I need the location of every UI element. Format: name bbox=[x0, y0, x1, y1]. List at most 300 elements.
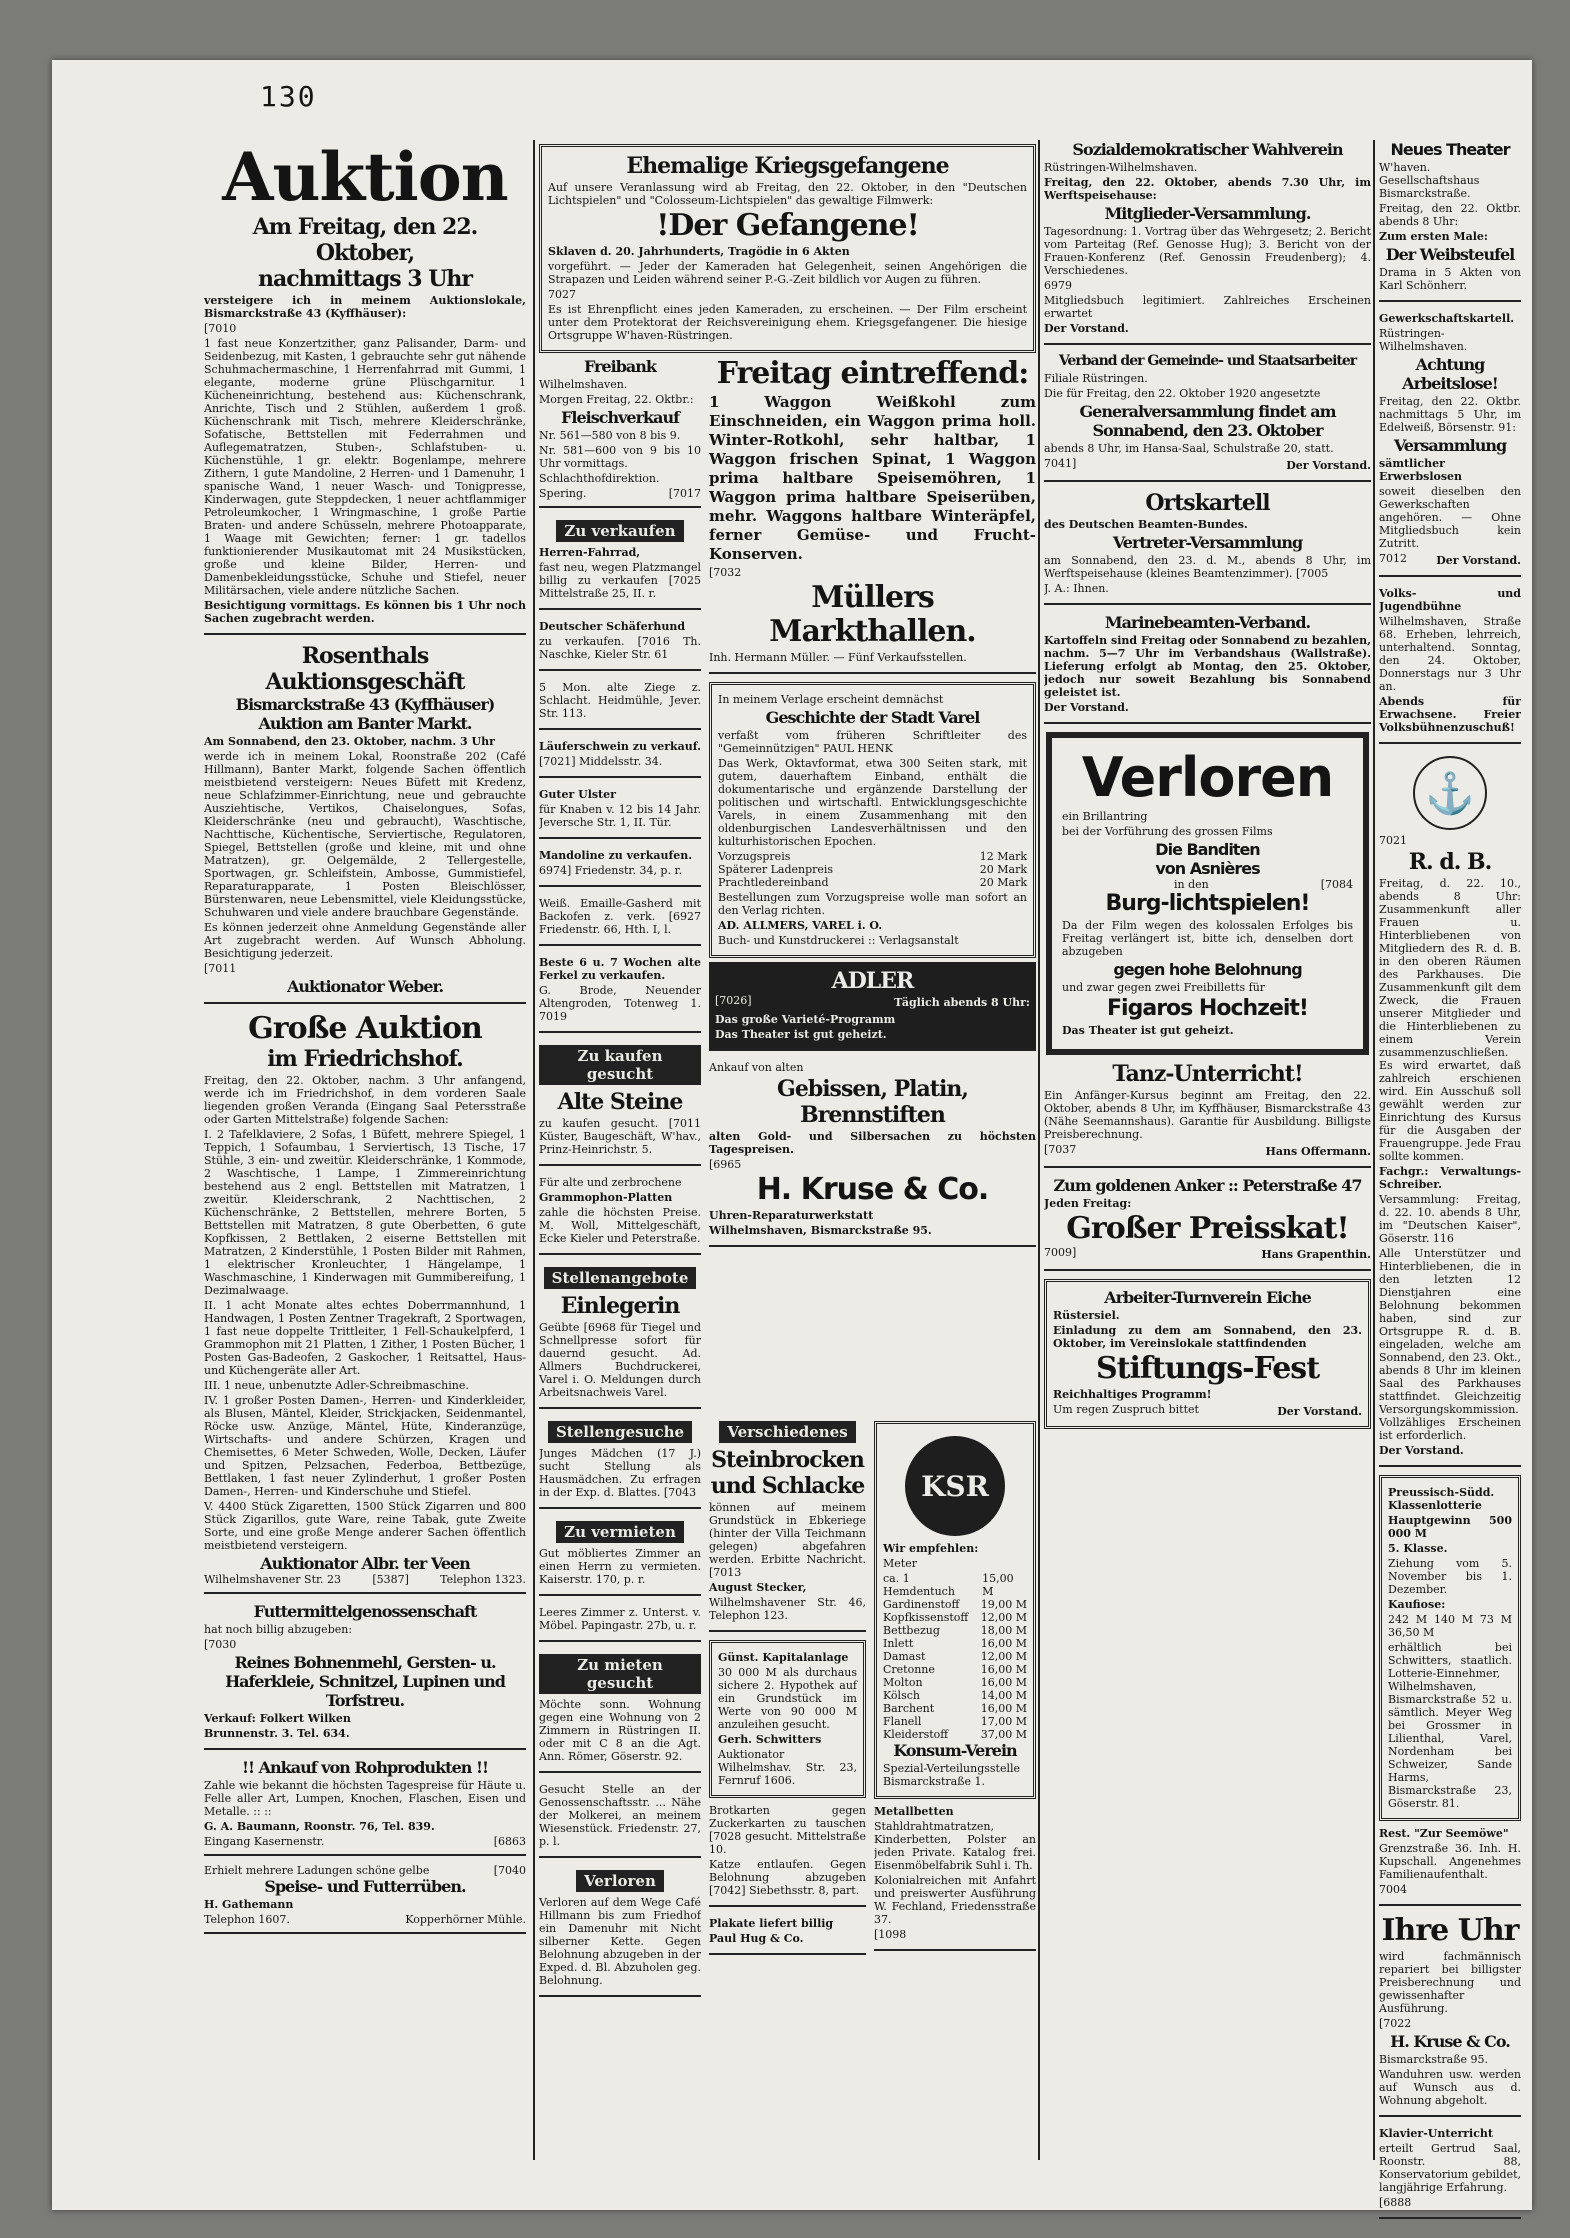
freibank-line: Morgen Freitag, 22. Oktbr.: bbox=[539, 393, 694, 406]
varel-price-value: 20 Mark bbox=[979, 876, 1027, 889]
verloren-head: gegen hohe Belohnung bbox=[1113, 960, 1302, 979]
page-number: 130 bbox=[260, 80, 317, 113]
auktion-time: nachmittags 3 Uhr bbox=[257, 266, 473, 292]
klavier-ref: [6888 bbox=[1379, 2196, 1412, 2209]
tanz-footer bbox=[1044, 1143, 1371, 1160]
uhr-ref: [7022 bbox=[1379, 2017, 1412, 2030]
small-ad-head: Mandoline zu verkaufen. bbox=[539, 849, 693, 862]
konsum-item-price: 18,00 M bbox=[980, 1624, 1027, 1637]
konsum-item bbox=[883, 1637, 1027, 1650]
gewerk-body: Freitag, den 22. Oktbr. nachmittags 5 Uhr, im Edelweiß, Börsenstr. 91: bbox=[1379, 395, 1521, 434]
ankauf-footer bbox=[204, 1835, 526, 1848]
plakate-sub: Paul Hug & Co. bbox=[709, 1932, 804, 1945]
gewerk-head-2: Versammlung bbox=[1393, 436, 1507, 455]
muellers-sub: Inh. Hermann Müller. — Fünf Verkaufsstellen. bbox=[709, 651, 967, 664]
small-ad-body: Gesucht Stelle an der Genossenschaftsstr. ... Nähe der Molkerei, an meinem Wiesenstück. Friedenstr. 27, p. l. bbox=[539, 1783, 701, 1848]
spd-note: Mitgliedsbuch legitimiert. Zahlreiches Erscheinen erwartet bbox=[1044, 294, 1371, 320]
column-1 bbox=[200, 140, 530, 1942]
futter-sub: hat noch billig abzugeben: bbox=[204, 1623, 353, 1636]
small-ad-tag: Zu vermieten bbox=[556, 1521, 684, 1543]
ad-ankauf bbox=[204, 1758, 526, 1856]
rosenthal-sub: Auktion am Banter Markt. bbox=[258, 714, 472, 733]
konsum-item-name: Damast bbox=[883, 1650, 926, 1663]
small-ad-head: Deutscher Schäferhund bbox=[539, 620, 686, 633]
ad-adler bbox=[709, 962, 1036, 1051]
konsum-item-name: Kopfkissenstoff bbox=[883, 1611, 969, 1624]
rosenthal-body: werde ich in meinem Lokal, Roonstraße 202 (Café Hillmann), Banter Markt, folgende Sachen öffentlich meistbietend versteigern: Neues Büfett mit Kredenz, neue Schlafzimmer-Einrichtung, neue und gebrauchte Ausziehtische, Vertikos, Chaiselongues, Sofas, Kleiderschränke (neu und gebraucht), Waschtische, Nachttische, Küchentische, Serviertische, Regulatoren, Spiegel, Bettstellen (große und kleine, mit und ohne Matratzen), gr. Oelgemälde, 2 Tellergestelle, Sportwagen, gr. Schleifstein, Ambosse, Gummistiefel, Reparaturapparate, 1 Posten Bleischlösser, Bürstenwaren, neue Lebensmittel, viele Kleidungsstücke, Schuhwaren und viele andere brauchbare Gegenstände. bbox=[204, 750, 526, 919]
ad-brotkarten bbox=[709, 1802, 866, 1907]
konsum-item-price: 12,00 M bbox=[980, 1611, 1027, 1624]
ad-plakate bbox=[709, 1915, 866, 1955]
konsum-item-name: Inlett bbox=[883, 1637, 914, 1650]
konsum-item bbox=[883, 1663, 1027, 1676]
small-ad-head: Alte Steine bbox=[557, 1089, 683, 1115]
eiche-sub: Rüstersiel. bbox=[1053, 1309, 1120, 1322]
small-ad bbox=[539, 1650, 701, 1773]
small-ad-tag: Stellenangebote bbox=[544, 1267, 697, 1289]
gewerk-head: Achtung Arbeitslose! bbox=[1402, 355, 1498, 393]
small-ad-body: zu kaufen gesucht. [7011 Küster, Baugeschäft, W'hav., Prinz-Heinrichstr. 5. bbox=[539, 1117, 701, 1156]
rosenthal-signature: Auktionator Weber. bbox=[286, 977, 444, 996]
ad-klavier bbox=[1379, 2125, 1521, 2219]
grosse-item: IV. 1 großer Posten Damen-, Herren- und Kinderkleider, als Blusen, Mäntel, Kleider, Strickjacken, Seidenmantel, Röcke usw. Anzüge, Mäntel, Hüte, Kinderanzüge, Wirtschafts- und andere Schürzen, Kragen und Chemisettes, 6 Meter Schweden, Wolle, Decken, Läufer und Spitzen, Pelzsachen, Federboa, Bettbezüge, Bettlaken, 1 fast neuer Zylinderhut, 1 großer Posten Damen-, Herren- und Kinderschuhe und Stiefel. bbox=[204, 1394, 526, 1498]
freibank-dir: Schlachthofdirektion. bbox=[539, 472, 660, 485]
stein-tag: Verschiedenes bbox=[719, 1421, 855, 1443]
eiche-body: Einladung zu dem am Sonnabend, den 23. Oktober, im Vereinslokale stattfindenden bbox=[1053, 1324, 1362, 1350]
kruse-name: H. Kruse & Co. bbox=[756, 1172, 989, 1207]
small-ad bbox=[539, 1041, 701, 1166]
ad-freibank bbox=[539, 357, 701, 508]
gewerk-sub: Rüstringen-Wilhelmshaven. bbox=[1379, 327, 1468, 353]
ad-theater bbox=[1379, 140, 1521, 302]
small-ad-tag: Stellengesuche bbox=[548, 1421, 692, 1443]
konsum-intro: Wir empfehlen: bbox=[883, 1542, 979, 1555]
verband-footer bbox=[1044, 457, 1371, 474]
seemoewe-body: Grenzstraße 36. Inh. H. Kupschall. Angenehmes Familienaufenthalt. bbox=[1379, 1842, 1521, 1881]
grosse-title-2: im Friedrichshof. bbox=[267, 1046, 463, 1072]
rdb-ref: 7021 bbox=[1379, 834, 1407, 847]
lotterie-date: Ziehung vom 5. November bis 1. Dezember. bbox=[1388, 1557, 1512, 1596]
konsum-head: Meter bbox=[883, 1557, 917, 1570]
konsum-logo: KSR bbox=[905, 1436, 1005, 1536]
tanz-body: Ein Anfänger-Kursus beginnt am Freitag, den 22. Oktober, abends 8 Uhr, im Kyffhäuser, Bismarckstraße 43 (Nähe Seemannshaus). Garantie für Ausbildung. Billigste Preisberechnung. bbox=[1044, 1089, 1371, 1141]
freibank-n1: Nr. 561—580 von 8 bis 9. bbox=[539, 429, 681, 442]
speise-footer bbox=[204, 1913, 526, 1926]
small-ad bbox=[539, 1781, 701, 1858]
varel-price-row bbox=[718, 876, 1027, 889]
kriegs-note: Es ist Ehrenpflicht eines jeden Kameraden, zu erscheinen. — Der Film erscheint unter dem Protektorat der Reichsvereinigung ehem. Kriegsgefangener. Die hiesige Ortsgruppe W'haven-Rüstringen. bbox=[548, 303, 1027, 342]
theater-title: Neues Theater bbox=[1390, 140, 1510, 159]
kruse-ref: [6965 bbox=[709, 1158, 742, 1171]
metall-ref: [1098 bbox=[874, 1928, 907, 1941]
konsum-item-name: ca. 1 Hemdentuch bbox=[883, 1572, 955, 1598]
col2-small-ads-a bbox=[535, 357, 705, 1417]
verloren-line-4: und zwar gegen zwei Freibilletts für bbox=[1062, 981, 1266, 994]
verband-body: abends 8 Uhr, im Hansa-Saal, Schulstraße 20, statt. bbox=[1044, 442, 1334, 455]
ad-speise bbox=[204, 1864, 526, 1934]
uhr-address: Bismarckstraße 95. bbox=[1379, 2053, 1489, 2066]
varel-price-label: Späterer Ladenpreis bbox=[718, 863, 834, 876]
konsum-item bbox=[883, 1611, 1027, 1624]
small-ad-head: Einlegerin bbox=[560, 1293, 680, 1319]
rdb-sig: Der Vorstand. bbox=[1379, 1444, 1464, 1457]
verband-sig: Der Vorstand. bbox=[1286, 459, 1371, 472]
auktion-title: Auktion bbox=[222, 140, 508, 216]
volks-body: Wilhelmshaven, Straße 68. Erheben, lehrreich, unterhaltend. Sonntag, den 24. Oktober, Donnerstags nur 3 Uhr an. bbox=[1379, 615, 1521, 693]
grosse-address: Wilhelmshavener Str. 23 bbox=[204, 1573, 342, 1586]
volks-title: Volks- und Jugendbühne bbox=[1379, 587, 1521, 613]
rosenthal-ref: [7011 bbox=[204, 962, 237, 975]
auktion-ref: [7010 bbox=[204, 322, 237, 335]
konsum-item bbox=[883, 1676, 1027, 1689]
col2-split-upper bbox=[535, 357, 1040, 1417]
ad-gewerkschaft bbox=[1379, 310, 1521, 577]
small-ad-body: 5 Mon. alte Ziege z. Schlacht. Heidmühle, Jever. Str. 113. bbox=[539, 681, 701, 720]
konsum-item bbox=[883, 1624, 1027, 1637]
column-4 bbox=[1375, 140, 1525, 2227]
spd-title: Sozialdemokratischer Wahlverein bbox=[1072, 140, 1343, 159]
eiche-note: Um regen Zuspruch bittet bbox=[1053, 1403, 1199, 1416]
grosse-title-1: Große Auktion bbox=[248, 1012, 482, 1046]
verloren-film-2: von Asnières bbox=[1155, 859, 1260, 878]
freibank-title: Freibank bbox=[583, 357, 657, 376]
grosse-date: Freitag, den 22. Oktober, nachm. 3 Uhr anfangend, werde ich im Friedrichshof, in dem vorderen Saale liegenden großen Veranda (Eingang Saal Petersstraße oder Garten Mittelstraße) folgende Sachen: bbox=[204, 1074, 526, 1126]
theater-head-1: Zum ersten Male: bbox=[1379, 230, 1488, 243]
auktion-body: 1 fast neue Konzertzither, ganz Palisander, Darm- und Seidenbezug, mit Kasten, 1 gebrauchte sehr gut nähende Schuhmachermaschine, 1 Herrenfahrrad mit Gummi, 1 elegante, moderne grüne Plüschgarnitur. 1 Kücheneinrichtung, bestehend aus: Küchenschrank, Anrichte, Tisch und 2 Stühlen, außerdem 1 groß. Küchenschrank mit Tisch, mehrere Kleiderschränke, Sofatische, Bettstellen mit Federrahmen und Auflegematratzen, Stuben-, Schlafstuben- u. Küchenstühle, 1 gr. elektr. Bogenlampe, mehrere Zithern, 1 gute Mandoline, 2 Herren- und 1 Damenuhr, 1 spanische Wand, 1 neuer Wasch- und Tonigpresse, Kinderwagen, gute Steppdecken, 1 neuer achtflammiger Petroleumkocher, 1 Wringmaschine, 1 große Partie Braten- und andere Schüsseln, mehrere Photoapparate, 1 Waage mit Gewichten; ferner: 1 gr. tadellos funktionierender Musikautomat mit 24 Musikstücken, große und kleine Bilder, Herren- und Damenbekleidungsstücke, Schuhe und Stiefel, neuer Militärsachen, viele andere nützliche Sachen. bbox=[204, 337, 526, 597]
small-ad bbox=[539, 1263, 701, 1409]
brot-body-2: Katze entlaufen. Gegen Belohnung abzugeben [7042] Siebethsstr. 8, part. bbox=[709, 1858, 866, 1897]
rdb-body-2: Versammlung: Freitag, d. 22. 10. abends 8 Uhr, im "Deutschen Kaiser", Göserstr. 116 bbox=[1379, 1193, 1521, 1245]
orts-title: Ortskartell bbox=[1145, 490, 1270, 516]
small-ad-tag: Zu mieten gesucht bbox=[539, 1654, 701, 1694]
konsum-item-price: 16,00 M bbox=[980, 1676, 1027, 1689]
ad-eiche bbox=[1044, 1279, 1371, 1429]
seemoewe-title: Rest. "Zur Seemöwe" bbox=[1379, 1827, 1509, 1840]
verloren-title: Verloren bbox=[1081, 746, 1334, 809]
verloren-film-1: Die Banditen bbox=[1155, 840, 1260, 859]
ad-metallbetten bbox=[874, 1803, 1036, 1951]
freibank-sig: Spering. bbox=[539, 487, 587, 500]
grosse-item: II. 1 acht Monate altes echtes Doberrmannhund, 1 Handwagen, 1 Posten Zentner Tragekraft, 2 Sportwagen, 1 fast neue doppelte Trittleiter, 1 Fell-Schaukelpferd, 1 Grammophon mit 21 Platten, 1 Zither, 1 Posten Bücher, 1 Posten Gas-Badeofen, 2 Gaskocher, 1 Reitsattel, Haus- und Küchengeräte aller Art. bbox=[204, 1299, 526, 1377]
freibank-head: Fleischverkauf bbox=[561, 408, 679, 427]
konsum-item-name: Barchent bbox=[883, 1702, 935, 1715]
muellers-title: Müllers Markthallen. bbox=[769, 580, 976, 649]
anker-head: Großer Preisskat! bbox=[1066, 1211, 1349, 1246]
uhr-body: wird fachmännisch repariert bei billigster Preisberechnung und gewissenhafter Ausführung. bbox=[1379, 1950, 1521, 2015]
futter-address: Brunnenstr. 3. Tel. 634. bbox=[204, 1727, 350, 1740]
ankauf-body: Zahle wie bekannt die höchsten Tagespreise für Häute u. Felle aller Art, Lumpen, Knochen, Flaschen, Eisen und Metalle. :: :: bbox=[204, 1779, 526, 1818]
anker-sub: Jeden Freitag: bbox=[1044, 1197, 1132, 1210]
ankauf-sub: Eingang Kasernenstr. bbox=[204, 1835, 325, 1848]
konsum-item bbox=[883, 1728, 1027, 1741]
eiche-footer bbox=[1053, 1403, 1362, 1420]
orts-sig: J. A.: Ihnen. bbox=[1044, 582, 1109, 595]
small-ad-head: Grammophon-Platten bbox=[539, 1191, 673, 1204]
kruse-top: Ankauf von alten bbox=[709, 1061, 804, 1074]
auktion-date: Am Freitag, den 22. Oktober, bbox=[252, 214, 478, 266]
small-ad bbox=[539, 847, 701, 887]
kriegs-ref: 7027 bbox=[548, 288, 576, 301]
konsum-item-price: 14,00 M bbox=[980, 1689, 1027, 1702]
kruse-sub: alten Gold- und Silbersachen zu höchsten Tagespreisen. bbox=[709, 1130, 1036, 1156]
ad-spd bbox=[1044, 140, 1371, 345]
small-ad bbox=[539, 895, 701, 946]
small-ad bbox=[539, 679, 701, 730]
ad-rosenthal bbox=[204, 643, 526, 1004]
ad-kruse bbox=[709, 1059, 1036, 1247]
varel-publisher-sub: Buch- und Kunstdruckerei :: Verlagsanstalt bbox=[718, 934, 959, 947]
lotterie-title: Preussisch-Südd. Klassenlotterie bbox=[1388, 1486, 1495, 1512]
grosse-item: I. 2 Tafelklaviere, 2 Sofas, 1 Büfett, mehrere Spiegel, 1 Teppich, 1 Sofaumbau, 1 Serviertisch, 13 Tische, 17 Stühle, 3 ein- und zweitür. Kleiderschränke, 1 Kommode, 2 Waschtische, 1 Lampe, 1 Zimmereinrichtung bestehend aus 2 engl. Bettstellen mit Matratzen, 1 zweitür. Kleiderschrank, 2 Nachttischen, 2 Küchenschränke, 2 Bettstellen, mehrere Borten, 5 Bettstellen mit Matratzen, 8 gute Oberbetten, 6 gute Kopfkissen, 2 Bettlaken, 2 eiserne Bettstellen mit Matratzen, 2 Kinderstühle, 1 Posten Bilder mit Rahmen, 1 elektrischer Kronleuchter, 1 Hängelampe, 1 Waschmaschine, 1 Kinderwagen mit Gummibereifung, 1 Dezimalwaage. bbox=[204, 1128, 526, 1297]
klavier-body: erteilt Gertrud Saal, Roonstr. 88, Konservatorium gebildet, langjährige Erfahrung. bbox=[1379, 2142, 1521, 2194]
lotterie-sub: Hauptgewinn 500 000 M bbox=[1388, 1514, 1512, 1540]
verband-head: Generalversammlung findet am Sonnabend, den 23. Oktober bbox=[1079, 402, 1336, 440]
kapital-title: Günst. Kapitalanlage bbox=[718, 1651, 849, 1664]
gewerk-ref: 7012 bbox=[1379, 552, 1407, 565]
grosse-phone: Telephon 1323. bbox=[440, 1573, 526, 1586]
plakate-title: Plakate liefert billig bbox=[709, 1917, 834, 1930]
seemoewe-ref: 7004 bbox=[1379, 1883, 1407, 1896]
verloren-cinema: Burg-lichtspielen! bbox=[1105, 891, 1310, 916]
theater-date: Freitag, den 22. Oktbr. abends 8 Uhr: bbox=[1379, 202, 1521, 228]
verloren-line-3: in den bbox=[1173, 878, 1209, 891]
freitag-body: 1 Waggon Weißkohl zum Einschneiden, ein Waggon prima holl. Winter-Rotkohl, sehr haltbar, 1 Waggon frischen Spinat, 1 Waggon prima haltbare Speisemöhren, 1 Waggon prima haltbare Speiserüben, mehr. Waggons haltbare Winteräpfel, ferner Gemüse- und Frucht-Konserven. bbox=[709, 393, 1036, 563]
konsum-item bbox=[883, 1715, 1027, 1728]
uhr-title: Ihre Uhr bbox=[1381, 1914, 1519, 1948]
spd-sub: Rüstringen-Wilhelmshaven. bbox=[1044, 161, 1198, 174]
small-ad-body: Junges Mädchen (17 J.) sucht Stellung als Hausmädchen. Zu erfragen in der Exp. d. Blattes. [7043 bbox=[539, 1447, 701, 1499]
ad-konsum bbox=[874, 1421, 1036, 1799]
freitag-ref: [7032 bbox=[709, 566, 742, 579]
small-ad-body: fast neu, wegen Platzmangel billig zu verkaufen [7025 Mittelstraße 25, II. r. bbox=[539, 561, 701, 600]
tanz-ref: [7037 bbox=[1044, 1143, 1077, 1156]
freibank-n2: Nr. 581—600 von 9 bis 10 Uhr vormittags. bbox=[539, 444, 701, 470]
konsum-item-price: 16,00 M bbox=[980, 1702, 1027, 1715]
ad-varel bbox=[709, 682, 1036, 958]
konsum-title: Konsum-Verein bbox=[893, 1741, 1017, 1760]
anker-footer bbox=[1044, 1246, 1371, 1263]
theater-sub: W'haven. Gesellschaftshaus Bismarckstraße. bbox=[1379, 161, 1480, 200]
rosenthal-date: Am Sonnabend, den 23. Oktober, nachm. 3 Uhr bbox=[204, 735, 495, 748]
kruse-address: Wilhelmshaven, Bismarckstraße 95. bbox=[709, 1224, 932, 1237]
ad-ortskartell bbox=[1044, 490, 1371, 605]
theater-body: Drama in 5 Akten von Karl Schönherr. bbox=[1379, 266, 1521, 292]
small-ad bbox=[539, 1517, 701, 1596]
rosenthal-address: Bismarckstraße 43 (Kyffhäuser) bbox=[235, 695, 495, 714]
small-ad-body: zu verkaufen. [7016 Th. Naschke, Kieler Str. 61 bbox=[539, 635, 701, 661]
konsum-item-name: Cretonne bbox=[883, 1663, 935, 1676]
rdb-body-3: Alle Unterstützer und Hinterbliebenen, die in den letzten 12 Dienstjahren eine Belohnung bekommen haben, sind zur Ortsgruppe R. d. B. eingeladen, welche am Sonnabend, den 23. Okt., abends 8 Uhr im kleinen Saal des Parkhauses stattfindet. Gleichzeitig Versorgungskommission. Vollzähliges Erscheinen ist erforderlich. bbox=[1379, 1247, 1521, 1442]
theater-head-2: Der Weibsteufel bbox=[1385, 245, 1515, 264]
speise-address: Kopperhörner Mühle. bbox=[405, 1913, 526, 1926]
col2-split-lower bbox=[535, 1417, 1040, 2005]
rosenthal-note: Es können jederzeit ohne Anmeldung Gegenstände aller Art zugebracht werden. Auf Wunsch Abholung. Besichtigung jederzeit. bbox=[204, 921, 526, 960]
grosse-item: III. 1 neue, unbenutzte Adler-Schreibmaschine. bbox=[204, 1379, 469, 1392]
small-ad-body: Geübte [6968 für Tiegel und Schnellpresse sofort für dauernd gesucht. Ad. Allmers Buchdruckerei, Varel i. O. Meldungen durch Arbeitsnachweis Varel. bbox=[539, 1321, 701, 1399]
futter-ref: [7030 bbox=[204, 1638, 237, 1651]
spd-head: Mitglieder-Versammlung. bbox=[1104, 204, 1311, 223]
anker-title: Zum goldenen Anker :: Peterstraße 47 bbox=[1053, 1176, 1362, 1195]
verloren-note: Das Theater ist gut geheizt. bbox=[1062, 1024, 1234, 1037]
stein-body: können auf meinem Grundstück in Ebkeriege (hinter der Villa Teichmann gelegen) abgefahren werden. Erbitte Nachricht. [7013 bbox=[709, 1501, 866, 1579]
adler-line-1: Täglich abends 8 Uhr: bbox=[894, 996, 1030, 1009]
varel-note: Bestellungen zum Vorzugspreise wolle man sofort an den Verlag richten. bbox=[718, 891, 1027, 917]
small-ad-tag: Zu verkaufen bbox=[556, 520, 683, 542]
uhr-note: Wanduhren usw. werden auf Wunsch aus d. Wohnung abgeholt. bbox=[1379, 2068, 1521, 2107]
spd-sig: Der Vorstand. bbox=[1044, 322, 1129, 335]
anchor-icon: ⚓ bbox=[1413, 756, 1487, 830]
verband-intro: Die für Freitag, den 22. Oktober 1920 angesetzte bbox=[1044, 387, 1321, 400]
small-ad-body: [7021] Middelsstr. 34. bbox=[539, 755, 663, 768]
konsum-item-name: Bettbezug bbox=[883, 1624, 940, 1637]
konsum-item-name: Kleiderstoff bbox=[883, 1728, 949, 1741]
spd-ref: 6979 bbox=[1044, 279, 1072, 292]
volks-sub: Abends für Erwachsene. Freier Volksbühnenzuschuß! bbox=[1379, 695, 1521, 734]
tanz-title: Tanz-Unterricht! bbox=[1112, 1061, 1303, 1087]
small-ad-body: Gut möbliertes Zimmer an einen Herrn zu vermieten. Kaiserstr. 170, p. r. bbox=[539, 1547, 701, 1586]
speise-top-row bbox=[204, 1864, 526, 1877]
varel-price-row bbox=[718, 863, 1027, 876]
ad-futtermittel bbox=[204, 1602, 526, 1750]
grosse-item: V. 4400 Stück Zigaretten, 1500 Stück Zigarren und 800 Stück Zigarillos, gute Ware, reine Tabak, gute Zweite Sorte, und eine große Menge anderer Sachen öffentlich meistbietend versteigern. bbox=[204, 1500, 526, 1552]
konsum-item-price: 19,00 M bbox=[980, 1598, 1027, 1611]
uhr-name: H. Kruse & Co. bbox=[1390, 2032, 1510, 2051]
lotterie-row: 242 M 140 M 73 M 36,50 M bbox=[1388, 1613, 1512, 1639]
varel-publisher: AD. ALLMERS, VAREL i. O. bbox=[718, 919, 883, 932]
varel-price-value: 12 Mark bbox=[979, 850, 1027, 863]
speise-top: Erhielt mehrere Ladungen schöne gelbe bbox=[204, 1864, 430, 1877]
adler-ref: [7026] bbox=[715, 994, 752, 1007]
varel-body: Das Werk, Oktavformat, etwa 300 Seiten stark, mit gutem, dauerhaftem Einband, enthält die dokumentarische und ergänzende Darstellung der politischen und wirtschaftl. Entwicklungsgeschichte Varels, in einem Zusammenhang mit den oldenburgischen Landesverhältnissen und den kulturhistorischen Epochen. bbox=[718, 757, 1027, 848]
rdb-body: Freitag, d. 22. 10., abends 8 Uhr: Zusammenkunft aller Frauen u. Hinterbliebenen von Mitgliedern des R. d. B. in den oberen Räumen des Parkhauses. Die Zusammenkunft gilt dem Zweck, die Frauen unserer Mitglieder und die Hinterbliebenen zu einem Verein zusammenzuschließen. Es wird erwartet, daß zahlreich erschienen wird. Ein Ausschuß soll gewählt werden zur Einrichtung des Kursus für die Ausgaben der Frauengruppe. Jede Frau sollte kommen. bbox=[1379, 877, 1521, 1163]
ad-steinbrocken bbox=[709, 1417, 866, 1632]
tanz-sig: Hans Offermann. bbox=[1265, 1145, 1371, 1158]
verband-title: Verband der Gemeinde- und Staatsarbeiter bbox=[1058, 353, 1357, 369]
konsum-item-name: Kölsch bbox=[883, 1689, 920, 1702]
grosse-contact bbox=[204, 1573, 526, 1586]
ad-verband bbox=[1044, 353, 1371, 482]
brot-body: Brotkarten gegen Zuckerkarten zu tauschen [7028 gesucht. Mittelstraße 10. bbox=[709, 1804, 866, 1856]
orts-head: Vertreter-Versammlung bbox=[1112, 533, 1303, 552]
ad-kapital bbox=[709, 1640, 866, 1798]
small-ad bbox=[539, 786, 701, 839]
small-ad-body: Möchte sonn. Wohnung gegen eine Wohnung von 2 Zimmern in Rüstringen II. oder mit C 8 an die Agt. Ann. Römer, Göserstr. 92. bbox=[539, 1698, 701, 1763]
ankauf-title: !! Ankauf von Rohprodukten !! bbox=[242, 1758, 488, 1777]
col2-small-ads-b bbox=[535, 1417, 705, 2005]
ad-anker bbox=[1044, 1176, 1371, 1271]
futter-items: Reines Bohnenmehl, Gersten- u. Haferkleie, Schnitzel, Lupinen und Torfstreu. bbox=[225, 1653, 505, 1710]
ad-ihre-uhr bbox=[1379, 1914, 1521, 2117]
small-ad-head: Läuferschwein zu verkauf. bbox=[539, 740, 701, 753]
konsum-item-name: Molton bbox=[883, 1676, 923, 1689]
ad-tanz bbox=[1044, 1061, 1371, 1168]
varel-price-row bbox=[718, 850, 1027, 863]
konsum-item-price: 37,00 M bbox=[980, 1728, 1027, 1741]
stein-title: Steinbrocken und Schlacke bbox=[710, 1447, 865, 1499]
rosenthal-title: Rosenthals Auktionsgeschäft bbox=[265, 643, 465, 695]
konsum-item-price: 12,00 M bbox=[980, 1650, 1027, 1663]
auktion-note: Besichtigung vormittags. Es können bis 1 Uhr noch Sachen zugebracht werden. bbox=[204, 599, 526, 625]
freitag-title: Freitag eintreffend: bbox=[716, 357, 1029, 391]
adler-row bbox=[715, 994, 1030, 1011]
adler-line-3: Das Theater ist gut geheizt. bbox=[715, 1028, 887, 1041]
small-ad bbox=[539, 954, 701, 1033]
freibank-ref: [7017 bbox=[668, 487, 701, 500]
konsum-item-price: 16,00 M bbox=[980, 1663, 1027, 1676]
kriegs-sub: Sklaven d. 20. Jahrhunderts, Tragödie in 6 Akten bbox=[548, 245, 850, 258]
small-ad-body: Leeres Zimmer z. Unterst. v. Möbel. Papingastr. 27b, u. r. bbox=[539, 1606, 701, 1632]
ankauf-ref: [6863 bbox=[493, 1835, 526, 1848]
gewerk-body-2: soweit dieselben den Gewerkschaften angehören. — Ohne Mitgliedsbuch kein Zutritt. bbox=[1379, 485, 1521, 550]
marine-body: Kartoffeln sind Freitag oder Sonnabend zu bezahlen, nachm. 5—7 Uhr im Verbandshaus (Wallstraße). Lieferung erfolgt ab Montag, den 25. Oktober, jedoch nur soweit Bezahlung bis Sonnabend geleistet ist. bbox=[1044, 634, 1371, 699]
ad-freitag-eintreffend bbox=[709, 357, 1036, 674]
orts-body: am Sonnabend, den 23. d. M., abends 8 Uhr, im Werftspeisehause (kleines Beamtenzimmer). [7005 bbox=[1044, 554, 1371, 580]
verloren-row bbox=[1062, 878, 1353, 891]
gewerk-sub-2: sämtlicher Erwerbslosen bbox=[1379, 457, 1463, 483]
column-2 bbox=[535, 140, 1040, 2005]
small-ad-body: für Knaben v. 12 bis 14 Jahr. Jeversche Str. 1, II. Tür. bbox=[539, 803, 701, 829]
eiche-sig: Der Vorstand. bbox=[1277, 1405, 1362, 1418]
konsum-item-name: Flanell bbox=[883, 1715, 922, 1728]
small-ad-body: Verloren auf dem Wege Café Hillmann bis zum Friedhof ein Damenuhr mit Nicht silberner Kette. Gegen Belohnung abzugeben in der Exped. d. Bl. Abzuholen geg. Belohnung. bbox=[539, 1896, 701, 1987]
freibank-footer bbox=[539, 487, 701, 500]
eiche-head: Stiftungs-Fest bbox=[1095, 1351, 1320, 1386]
kapital-sig: Gerh. Schwitters bbox=[718, 1733, 822, 1746]
ad-lotterie bbox=[1379, 1475, 1521, 1821]
kapital-sub: Auktionator Wilhelmshav. Str. 23, Fernruf 1606. bbox=[718, 1748, 857, 1787]
adler-title: ADLER bbox=[831, 968, 914, 994]
small-ad-body: 6974] Friedenstr. 34, p. r. bbox=[539, 864, 683, 877]
spd-body: Tagesordnung: 1. Vortrag über das Wehrgesetz; 2. Bericht vom Parteitag (Ref. Genosse Hug); 3. Bericht von der Frauen-Konferenz (Ref. Genossin Freudenberg); 4. Verschiedenes. bbox=[1044, 225, 1371, 277]
konsum-item bbox=[883, 1598, 1027, 1611]
kruse-title: Gebissen, Platin, Brennstiften bbox=[777, 1076, 968, 1128]
ad-grosse-auktion bbox=[204, 1012, 526, 1594]
small-ad bbox=[539, 1604, 701, 1642]
marine-sig: Der Vorstand. bbox=[1044, 701, 1129, 714]
small-ad bbox=[539, 1174, 701, 1255]
kriegs-title: Ehemalige Kriegsgefangene bbox=[626, 153, 949, 179]
adler-line-2: Das große Varieté-Programm bbox=[715, 1013, 896, 1026]
gewerk-sig: Der Vorstand. bbox=[1436, 554, 1521, 567]
konsum-item bbox=[883, 1572, 1027, 1598]
varel-intro: In meinem Verlage erscheint demnächst bbox=[718, 693, 944, 706]
spd-date: Freitag, den 22. Oktober, abends 7.30 Uhr, im Werftspeisehause: bbox=[1044, 176, 1371, 202]
marine-title: Marinebeamten-Verband. bbox=[1104, 613, 1311, 632]
metall-body: Stahldrahtmatratzen, Kinderbetten, Polster an jeden Private. Katalog frei. Eisenmöbelfabrik Suhl i. Th. bbox=[874, 1820, 1036, 1872]
speise-ref: [7040 bbox=[493, 1864, 526, 1877]
small-ad-tag: Zu kaufen gesucht bbox=[539, 1045, 701, 1085]
futter-title: Futtermittelgenossenschaft bbox=[253, 1602, 477, 1621]
col2-mid-ads bbox=[705, 1417, 870, 2005]
auktion-intro: versteigere ich in meinem Auktionslokale, Bismarckstraße 43 (Kyffhäuser): bbox=[204, 294, 526, 320]
column-3 bbox=[1040, 140, 1375, 1433]
konsum-item-price: 17,00 M bbox=[980, 1715, 1027, 1728]
stein-address: Wilhelmshavener Str. 46, Telephon 123. bbox=[709, 1596, 866, 1622]
orts-sub: des Deutschen Beamten-Bundes. bbox=[1044, 518, 1248, 531]
varel-price-value: 20 Mark bbox=[979, 863, 1027, 876]
ad-seemoewe bbox=[1379, 1825, 1521, 1906]
small-ad bbox=[539, 618, 701, 671]
verloren-film-3: Figaros Hochzeit! bbox=[1107, 996, 1308, 1021]
eiche-title: Arbeiter-Turnverein Eiche bbox=[1104, 1288, 1311, 1307]
anker-ref: 7009] bbox=[1044, 1246, 1077, 1259]
anker-sig: Hans Grapenthin. bbox=[1261, 1248, 1371, 1261]
ad-auktion bbox=[204, 140, 526, 635]
konsum-item bbox=[883, 1689, 1027, 1702]
kruse-sub-2: Uhren-Reparaturwerkstatt bbox=[709, 1209, 874, 1222]
konsum-item bbox=[883, 1650, 1027, 1663]
ad-marine bbox=[1044, 613, 1371, 724]
